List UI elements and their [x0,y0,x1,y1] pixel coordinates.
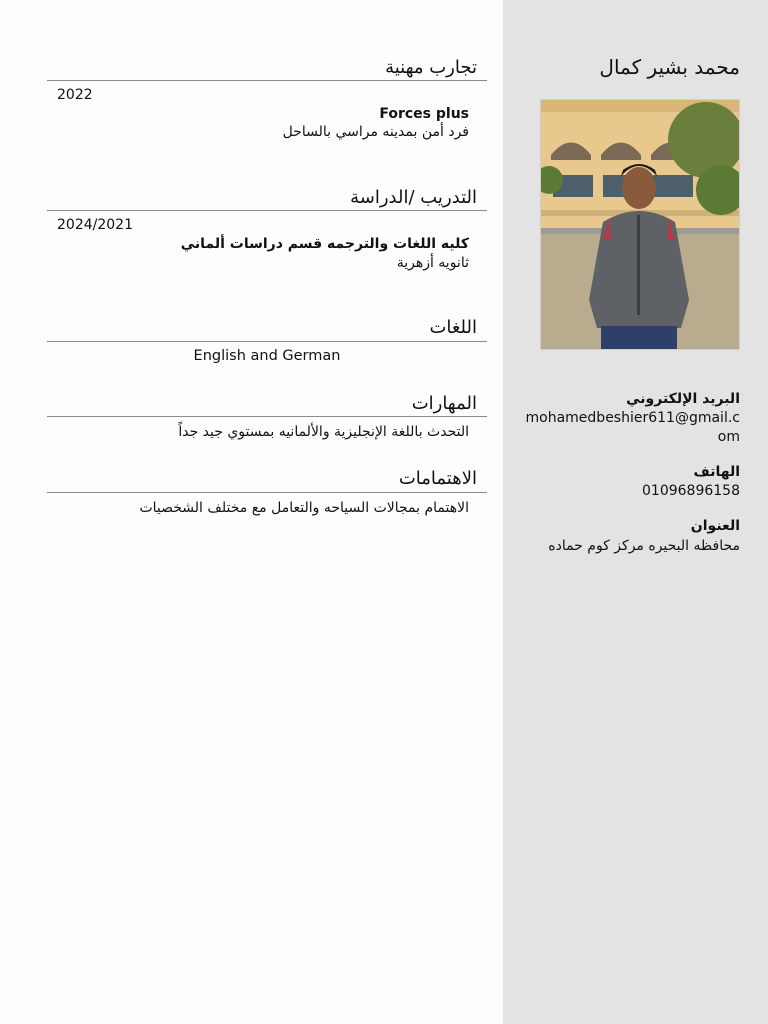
address-value: محافظه البحيره مركز كوم حماده [548,538,740,554]
phone-label: الهاتف [693,464,740,480]
address-label: العنوان [690,518,740,534]
skills-divider [47,416,487,417]
email-label: البريد الإلكتروني [626,391,740,407]
languages-title: اللغات [429,317,477,338]
person-name: محمد بشير كمال [599,55,740,79]
email-value: mohamedbeshier611@gmail.com [525,410,740,445]
education-title: التدريب /الدراسة [350,187,477,208]
education-faculty: كليه اللغات والترجمه قسم دراسات ألماني [180,236,469,252]
skills-title: المهارات [411,393,477,414]
phone-value: 01096896158 [642,483,740,499]
education-school: ثانويه أزهرية [396,255,469,271]
interests-value: الاهتمام بمجالات السياحه والتعامل مع مختلف الشخصيات [139,500,469,516]
education-divider [47,210,487,211]
experience-company: Forces plus [379,106,469,122]
experience-divider [47,80,487,81]
languages-divider [47,341,487,342]
profile-photo [540,99,740,350]
interests-title: الاهتمامات [398,468,477,489]
experience-date: 2022 [57,87,93,103]
interests-divider [47,492,487,493]
experience-title: تجارب مهنية [385,57,477,78]
education-date: 2024/2021 [57,217,133,233]
experience-role: فرد أمن بمدينه مراسي بالساحل [282,124,469,140]
skills-value: التحدث باللغة الإنجليزية والألمانيه بمستوي جيد جداً [178,424,469,440]
languages-value: English and German [193,348,341,364]
